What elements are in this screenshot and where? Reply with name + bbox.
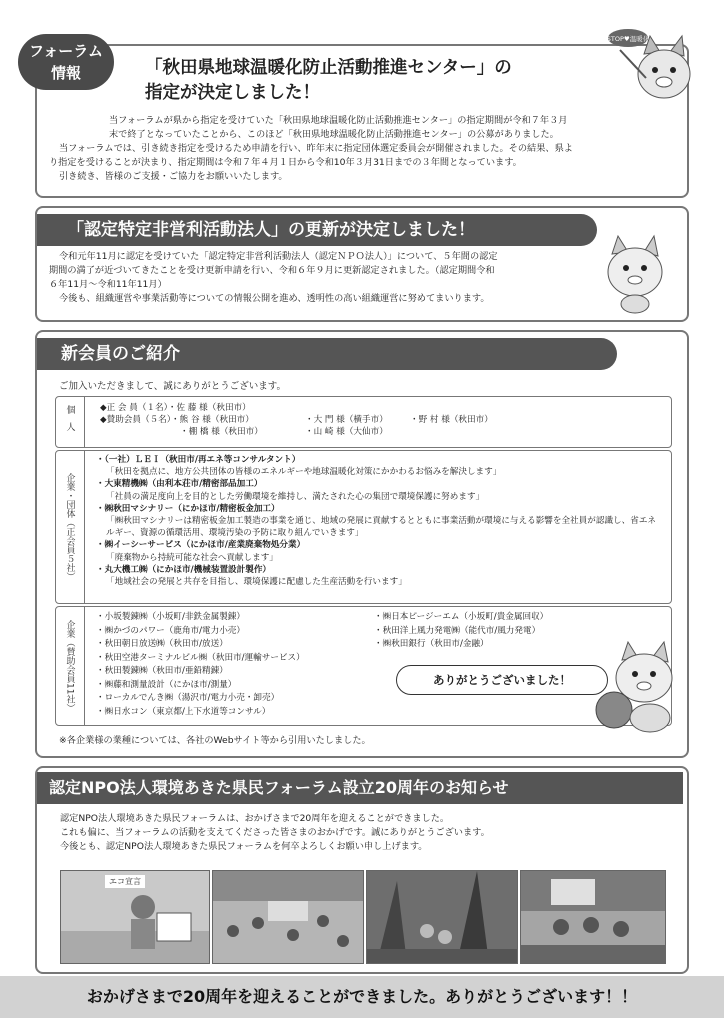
photo-exhibition-hall [212,870,364,964]
corporate-item: ・㈱イーシーサービス（にかほ市/産業廃棄物処分業） 「廃棄物から持続可能な社会へ貢献します」 [96,540,306,563]
forum-info-box [35,44,689,198]
photo-caption: エコ宣言 [105,875,145,888]
stop-warming-badge: STOP♥温暖化 [606,35,650,43]
photo-classroom [520,870,666,964]
individual-members-list: ◆正 会 員（１名）・佐 藤 様（秋田市） ◆賛助会員（５名）・熊 谷 様（秋田市） ・大 門 様（横手市） ・野 村 様（秋田市） ・棚 橋 様（秋田市） ・山 崎 様（大仙市） [100,403,493,438]
supporting-left-list: ・小坂製錬㈱（小坂町/非鉄金属製錬） ・㈱かづのパワー（鹿角市/電力小売） ・秋田朝日放送㈱（秋田市/放送） ・秋田空港ターミナルビル㈱（秋田市/運輸サービス） ・秋田製錬㈱（秋田市/亜鉛精錬） ・㈱藤和測量設計（にかほ市/測量） ・ローカルでんき㈱（湯沢市/電力小売・卸売） ・㈱日水コン（東京都/上下水道等コンサル） [96,612,305,717]
corporate-item: ・丸大機工㈱（にかほ市/機械装置設計製作） 「地域社会の発展と共存を目指し、環境保護に配慮した生産活動を行います」 [96,564,407,588]
individual-members-table [55,396,672,448]
mascot-ribbon [600,234,670,318]
mascot-stop-warming [600,24,696,114]
forum-info-tag: フォーラム 情報 [18,34,114,90]
supporting-right-list: ・㈱日本ピージーエム（小坂町/貴金属回収） ・秋田洋上風力発電㈱（能代市/風力発電） ・㈱秋田銀行（秋田市/金融） [374,612,549,649]
photo-eco-declaration [60,870,210,964]
footer-banner: おかげさまで20周年を迎えることができました。ありがとうございます！！ [0,976,724,1018]
corporate-label: 企業・団体（正会員５社） [56,451,85,603]
section1-title: 「秋田県地球温暖化防止活動推進センター」の 指定が決定しました！ [145,58,512,103]
supporting-members-table [55,606,672,726]
corporate-item: ・㈱秋田マシナリー（にかほ市/精密板金加工） 「㈱秋田マシナリーは精密板金加工製造の事業を通じ、地域の発展に貢献するとともに事業活動が環境に与える影響を全社員が認識し、省エネルギー、資源の循環活用、環境汚染の予防に取り組んでいきます」 [96,503,657,539]
individual-label: 個人 [56,397,85,447]
mascot-earth [592,640,684,740]
supporting-label: 企業（賛助会員11社） [56,607,85,725]
corporate-members-list [96,454,661,588]
anniversary-body: 認定NPO法人環境あきた県民フォーラムは、おかげさまで20周年を迎えることができました。 これも偏に、当フォーラムの活動を支えてくださった皆さまのおかげです。誠にありがとうございます。 今後とも、認定NPO法人環境あきた県民フォーラムを何卒よろしくお願い申し上げます。 [60,813,490,852]
photo-forest-activity [366,870,518,964]
npo-renewal-body: 令和元年11月に認定を受けていた「認定特定非営利活動法人（認定ＮＰＯ法人）」について、５年間の認定 期間の満了が近づいてきたことを受け更新申請を行い、令和６年９月に更新認定されました。（認定期間令和 ６年11月〜令和11年11月） 今後も、組織運営や事業活動等についての情報公開を進め、透明性の高い組織運営に努めてまいります。 [49,251,498,304]
corporate-item: ・大東精機㈱（由利本荘市/精密部品加工） 「社員の満足度向上を目的とした労働環境を維持し、満たされた心の集団で環境保護に努めます」 [96,479,485,502]
industry-note: ※各企業様の業種については、各社のWebサイト等から引用いたしました。 [59,735,371,746]
section1-body: 当フォーラムが県から指定を受けていた「秋田県地球温暖化防止活動推進センター」の指定期間が令和７年３月 末で終了となっていたことから、このほど「秋田県地球温暖化防止活動推進センター」の公募がありました。 当フォーラムでは、引き続き指定を受けるため申請を行い、昨年末に指定団体選定委員会が開催されました。その結果、県よ り指定を受けることが決まり、指定期間は令和７年４月１日から令和10年３月31日までの３年間となっています。 引き続き、皆様のご支援・ご協力をお願いいたします。 [49,115,573,182]
anniversary-title: 認定NPO法人環境あきた県民フォーラム設立20周年のお知らせ [37,772,683,804]
new-members-intro: ご加入いただきまして、誠にありがとうございます。 [59,381,287,392]
new-members-title: 新会員のご紹介 [37,338,617,370]
corporate-members-table [55,450,672,604]
new-members-box [35,330,689,758]
corporate-item: ・（一社）ＬＥＩ（秋田市/再エネ等コンサルタント） 「秋田を拠点に、地方公共団体の皆様のエネルギーや地球温暖化対策にかかわるお悩みを解決します」 [96,455,502,478]
thanks-speech-bubble: ありがとうございました！ [396,665,608,695]
npo-renewal-title: 「認定特定非営利活動法人」の更新が決定しました！ [37,214,597,246]
